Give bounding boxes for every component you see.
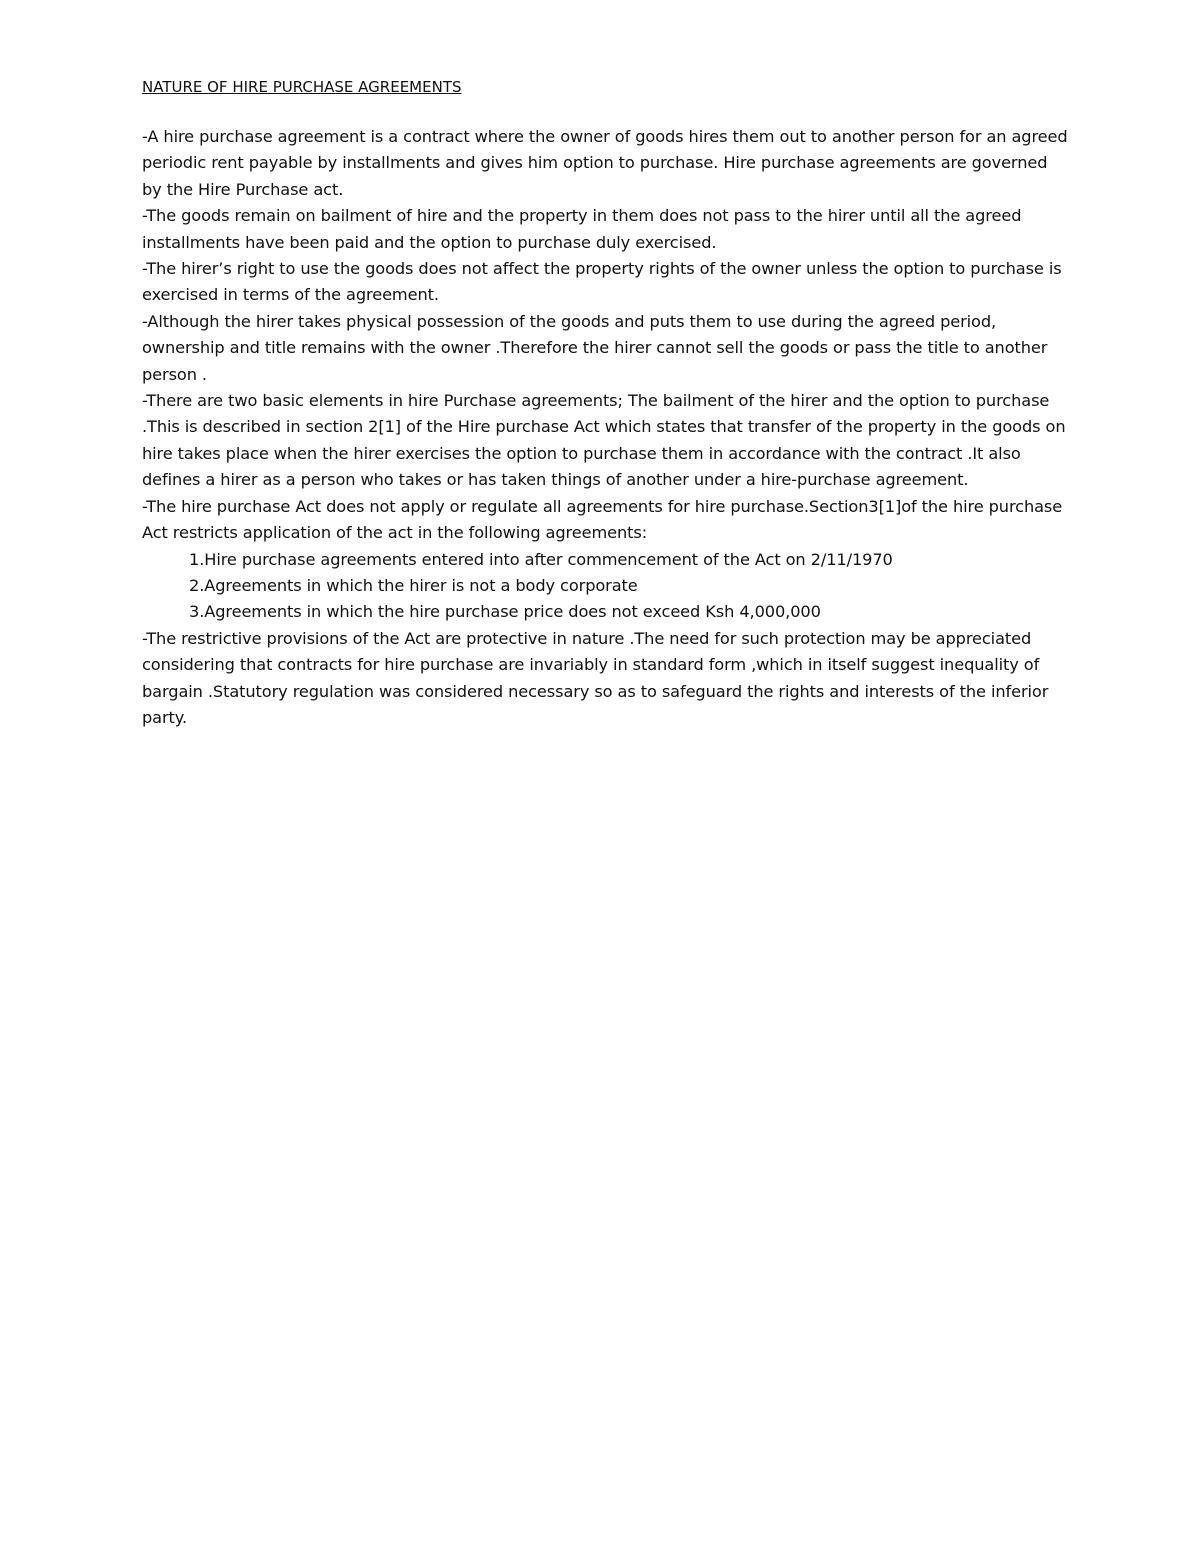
paragraph-bailment: -The goods remain on bailment of hire and the property in them does not pass to the hirer until all the agreed installments have been paid and the option to purchase duly exercised. — [142, 206, 1022, 252]
paragraph-basic-elements: -There are two basic elements in hire Purchase agreements; The bailment of the hirer and the option to purchase .This is described in section 2[1] of the Hire purchase Act which states that transfer of the property in the goods on hire takes place when the hirer exercises the option to purchase them in accordance with the contract .It also defines a hirer as a person who takes or has taken things of another under a hire-purchase agreement. — [142, 391, 1066, 490]
document-content — [142, 74, 1072, 731]
paragraph-hirer-rights: -The hirer’s right to use the goods does not affect the property rights of the owner unless the option to purchase is exercised in terms of the agreement. — [142, 259, 1062, 305]
document-title: NATURE OF HIRE PURCHASE AGREEMENTS — [142, 78, 462, 96]
list-item: 2.Agreements in which the hirer is not a body corporate — [189, 575, 638, 595]
document-body — [142, 124, 1072, 731]
paragraph-ownership: -Although the hirer takes physical possession of the goods and puts them to use during the agreed period, ownership and title remains with the owner .Therefore the hirer cannot sell the goods or pass the title to another person . — [142, 311, 1048, 384]
list-item: 3.Agreements in which the hire purchase price does not exceed Ksh 4,000,000 — [189, 602, 821, 622]
list-item: 1.Hire purchase agreements entered into after commencement of the Act on 2/11/1970 — [189, 549, 893, 569]
paragraph-act-application: -The hire purchase Act does not apply or regulate all agreements for hire purchase.Section3[1]of the hire purchase Act restricts application of the act in the following agreements: — [142, 496, 1063, 543]
paragraph-definition: -A hire purchase agreement is a contract where the owner of goods hires them out to another person for an agreed periodic rent payable by installments and gives him option to purchase. Hire purchase agreements are governed by the Hire Purchase act. — [142, 127, 1068, 199]
paragraph-restrictive-provisions: -The restrictive provisions of the Act are protective in nature .The need for such protection may be appreciated considering that contracts for hire purchase are invariably in standard form ,which in itself suggest inequality of bargain .Statutory regulation was considered necessary so as to safeguard the rights and interests of the inferior party. — [142, 628, 1049, 727]
